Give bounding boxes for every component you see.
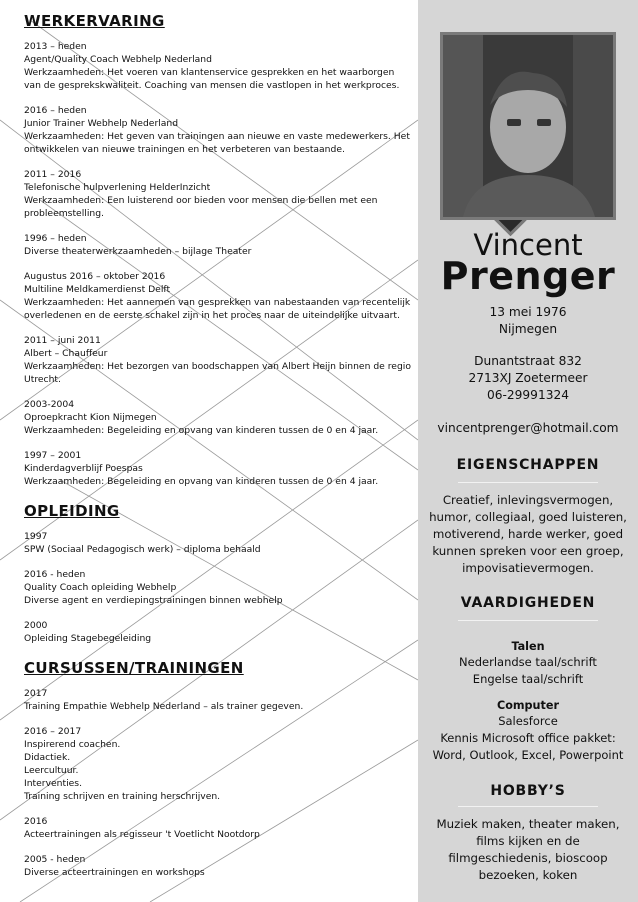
werkervaring-entry-line: Kinderdagverblijf Poespas <box>24 463 143 474</box>
werkervaring-entry-line: Werkzaamheden: Begeleiding en opvang van kinderen tussen de 0 en 4 jaar. <box>24 425 379 436</box>
werkervaring-entry-line: Oproepkracht Kion Nijmegen <box>24 412 157 423</box>
werkervaring-entry <box>24 168 414 220</box>
text-line: humor, collegiaal, goed luisteren, <box>429 510 627 524</box>
cursussen-entry <box>24 815 414 841</box>
computer-text <box>418 713 638 764</box>
text-line: impovisatievermogen. <box>462 561 594 575</box>
portrait-image <box>443 35 613 217</box>
cursussen-entry-line: Acteertrainingen als regisseur 't Voetlicht Nootdorp <box>24 829 260 840</box>
opleiding-entry-line: 2000 <box>24 620 48 631</box>
address-street: Dunantstraat 832 <box>474 354 582 368</box>
werkervaring-entry-line: Werkzaamheden: Het bezorgen van boodschappen van Albert Heijn binnen de regio Utrecht. <box>24 361 411 385</box>
vaardigheden-heading: VAARDIGHEDEN <box>460 595 596 611</box>
text-line: Word, Outlook, Excel, Powerpoint <box>432 748 624 762</box>
text-line: bezoeken, koken <box>478 868 578 882</box>
opleiding-entry-line: SPW (Sociaal Pedagogisch werk) – diploma behaald <box>24 544 261 555</box>
cursussen-list <box>24 687 414 879</box>
eigenschappen-text <box>418 492 638 577</box>
werkervaring-entry <box>24 232 414 258</box>
werkervaring-entry-line: 2003-2004 <box>24 399 75 410</box>
divider <box>458 806 598 807</box>
talen-label: Talen <box>511 640 545 653</box>
text-line: filmgeschiedenis, bioscoop <box>448 851 608 865</box>
divider <box>458 482 598 483</box>
cursussen-entry-line: Training Empathie Webhelp Nederland – als trainer gegeven. <box>24 701 304 712</box>
address-postal-city: 2713XJ Zoetermeer <box>468 371 588 385</box>
werkervaring-entry-line: Multiline Meldkamerdienst Delft <box>24 284 171 295</box>
cursussen-entry-line: Leercultuur. <box>24 765 79 776</box>
text-line: films kijken en de <box>476 834 580 848</box>
cursussen-heading: CURSUSSEN/TRAININGEN <box>24 659 244 677</box>
cursussen-entry-line: 2016 – 2017 <box>24 726 82 737</box>
werkervaring-entry-line: Augustus 2016 – oktober 2016 <box>24 271 166 282</box>
werkervaring-entry-line: Werkzaamheden: Begeleiding en opvang van kinderen tussen de 0 en 4 jaar. <box>24 476 379 487</box>
cursussen-entry <box>24 725 414 803</box>
text-line: Creatief, inlevingsvermogen, <box>442 493 614 507</box>
cursussen-entry-line: Diverse acteertrainingen en workshops <box>24 867 205 878</box>
werkervaring-entry-line: Werkzaamheden: Het voeren van klantenservice gesprekken en het waarborgen van de gesprekskwaliteit. Coaching van mensen die vastlopen in het werkproces. <box>24 67 400 91</box>
werkervaring-entry-line: 2016 – heden <box>24 105 87 116</box>
werkervaring-entry-line: 1997 – 2001 <box>24 450 82 461</box>
sidebar <box>418 0 638 902</box>
werkervaring-entry-line: Agent/Quality Coach Webhelp Nederland <box>24 54 212 65</box>
text-line: Nederlandse taal/schrift <box>459 655 597 669</box>
cursussen-entry-line: Inspirerend coachen. <box>24 739 121 750</box>
cursussen-entry <box>24 853 414 879</box>
werkervaring-entry-line: 2011 – juni 2011 <box>24 335 101 346</box>
main-content <box>24 12 414 891</box>
profile-photo <box>440 32 616 220</box>
opleiding-entry <box>24 568 414 607</box>
werkervaring-entry-line: Diverse theaterwerkzaamheden – bijlage Theater <box>24 246 252 257</box>
werkervaring-entry-line: Albert – Chauffeur <box>24 348 108 359</box>
opleiding-entry <box>24 530 414 556</box>
werkervaring-entry-line: Junior Trainer Webhelp Nederland <box>24 118 179 129</box>
werkervaring-entry <box>24 398 414 437</box>
opleiding-entry-line: Opleiding Stagebegeleiding <box>24 633 152 644</box>
computer-label: Computer <box>497 699 559 712</box>
text-line: Salesforce <box>498 714 558 728</box>
werkervaring-entry-line: Werkzaamheden: Een luisterend oor bieden voor mensen die bellen met een probleemstelling. <box>24 195 378 219</box>
phone-number: 06-29991324 <box>487 388 569 402</box>
eigenschappen-heading: EIGENSCHAPPEN <box>456 457 600 473</box>
cursussen-entry-line: Training schrijven en training herschrijven. <box>24 791 221 802</box>
opleiding-heading: OPLEIDING <box>24 502 120 520</box>
text-line: motiverend, harde werker, goed <box>432 527 624 541</box>
werkervaring-entry-line: 2011 – 2016 <box>24 169 82 180</box>
werkervaring-entry <box>24 334 414 386</box>
werkervaring-entry <box>24 104 414 156</box>
werkervaring-entry <box>24 270 414 322</box>
werkervaring-entry-line: 2013 – heden <box>24 41 87 52</box>
text-line: Muziek maken, theater maken, <box>436 817 620 831</box>
werkervaring-entry-line: 1996 – heden <box>24 233 87 244</box>
first-name: Vincent <box>473 228 583 262</box>
opleiding-entry-line: 1997 <box>24 531 48 542</box>
opleiding-entry-line: Diverse agent en verdiepingstrainingen binnen webhelp <box>24 595 283 606</box>
divider <box>458 620 598 621</box>
werkervaring-entry <box>24 40 414 92</box>
werkervaring-entry-line: Telefonische hulpverlening HelderInzicht <box>24 182 211 193</box>
text-line: kunnen spreken voor een groep, <box>432 544 624 558</box>
werkervaring-entry-line: Werkzaamheden: Het aannemen van gesprekken van nabestaanden van recentelijk overledenen en de eerste schakel zijn in het proces naar de uiteindelijke uitvaart. <box>24 297 411 321</box>
email-address: vincentprenger@hotmail.com <box>437 421 619 435</box>
werkervaring-list <box>24 40 414 488</box>
text-line: Kennis Microsoft office pakket: <box>440 731 616 745</box>
hobbys-text <box>418 816 638 884</box>
birth-date: 13 mei 1976 <box>489 305 567 319</box>
birth-place: Nijmegen <box>498 322 558 336</box>
cursussen-entry-line: 2005 - heden <box>24 854 86 865</box>
cursussen-entry <box>24 687 414 713</box>
cursussen-entry-line: 2017 <box>24 688 48 699</box>
hobbys-heading: HOBBY’S <box>490 783 566 799</box>
opleiding-entry-line: Quality Coach opleiding Webhelp <box>24 582 177 593</box>
opleiding-list <box>24 530 414 645</box>
werkervaring-entry-line: Werkzaamheden: Het geven van trainingen aan nieuwe en vaste medewerkers. Het ontwikkelen van nieuwe trainingen en het verbeteren van bestaande. <box>24 131 410 155</box>
cursussen-entry-line: Interventies. <box>24 778 82 789</box>
last-name: Prenger <box>440 254 616 298</box>
cursussen-entry-line: Didactiek. <box>24 752 71 763</box>
werkervaring-entry <box>24 449 414 488</box>
text-line: Engelse taal/schrift <box>472 672 584 686</box>
talen-text <box>418 654 638 688</box>
opleiding-entry <box>24 619 414 645</box>
werkervaring-heading: WERKERVARING <box>24 12 165 30</box>
opleiding-entry-line: 2016 - heden <box>24 569 86 580</box>
cursussen-entry-line: 2016 <box>24 816 48 827</box>
